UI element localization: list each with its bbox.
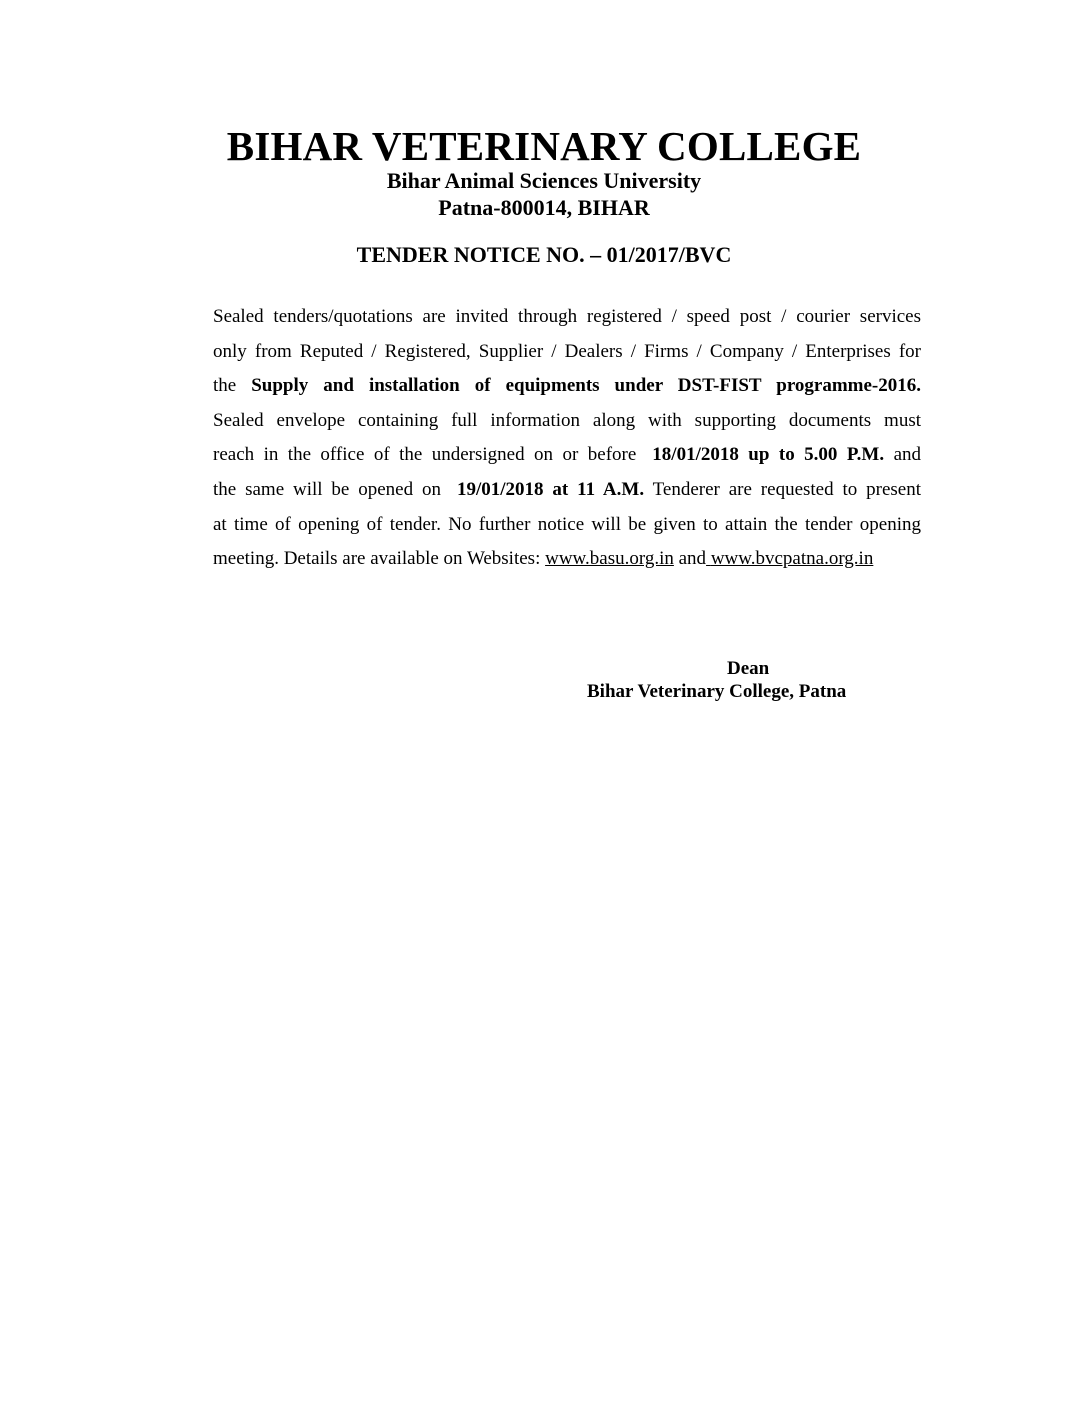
basu-website-link[interactable]: www.basu.org.in xyxy=(545,548,674,570)
body-line-6-prefix: the same will be opened on xyxy=(213,478,441,500)
body-line-5 xyxy=(213,438,921,473)
college-title: BIHAR VETERINARY COLLEGE xyxy=(226,123,862,169)
supply-description: Supply and installation of equipments under DST-FIST programme-2016. xyxy=(251,375,922,397)
body-line-6-suffix: Tenderer are requested to present xyxy=(652,478,922,500)
body-line-4: Sealed envelope containing full information along with supporting documents must xyxy=(213,409,921,431)
body-line-3-prefix: the xyxy=(213,375,237,397)
body-line-5-suffix: and xyxy=(893,444,922,466)
submission-deadline: 18/01/2018 up to 5.00 P.M. xyxy=(652,444,885,466)
college-address: Patna-800014, BIHAR xyxy=(438,195,650,220)
body-line-2: only from Reputed / Registered, Supplier / Dealers / Firms / Company / Enterprises for xyxy=(213,340,921,362)
university-name: Bihar Animal Sciences University xyxy=(386,168,702,193)
signatory-title: Dean xyxy=(727,658,770,679)
body-line-5-prefix: reach in the office of the undersigned on or before xyxy=(213,444,637,466)
body-line-3 xyxy=(213,369,921,404)
notice-body xyxy=(213,300,921,577)
body-line-7: at time of opening of tender. No further notice will be given to attain the tender opening xyxy=(213,513,921,535)
body-line-1: Sealed tenders/quotations are invited through registered / speed post / courier services xyxy=(213,306,921,327)
bvcpatna-website-link[interactable]: www.bvcpatna.org.in xyxy=(710,548,874,570)
body-line-8-and: and xyxy=(678,548,707,570)
signatory-organization: Bihar Veterinary College, Patna xyxy=(587,681,847,702)
tender-notice-number: TENDER NOTICE NO. – 01/2017/BVC xyxy=(356,242,732,267)
body-line-8 xyxy=(213,542,921,577)
body-line-6 xyxy=(213,473,921,508)
body-line-8-prefix: meeting. Details are available on Websites: xyxy=(213,548,541,570)
opening-date: 19/01/2018 at 11 A.M. xyxy=(457,478,645,500)
